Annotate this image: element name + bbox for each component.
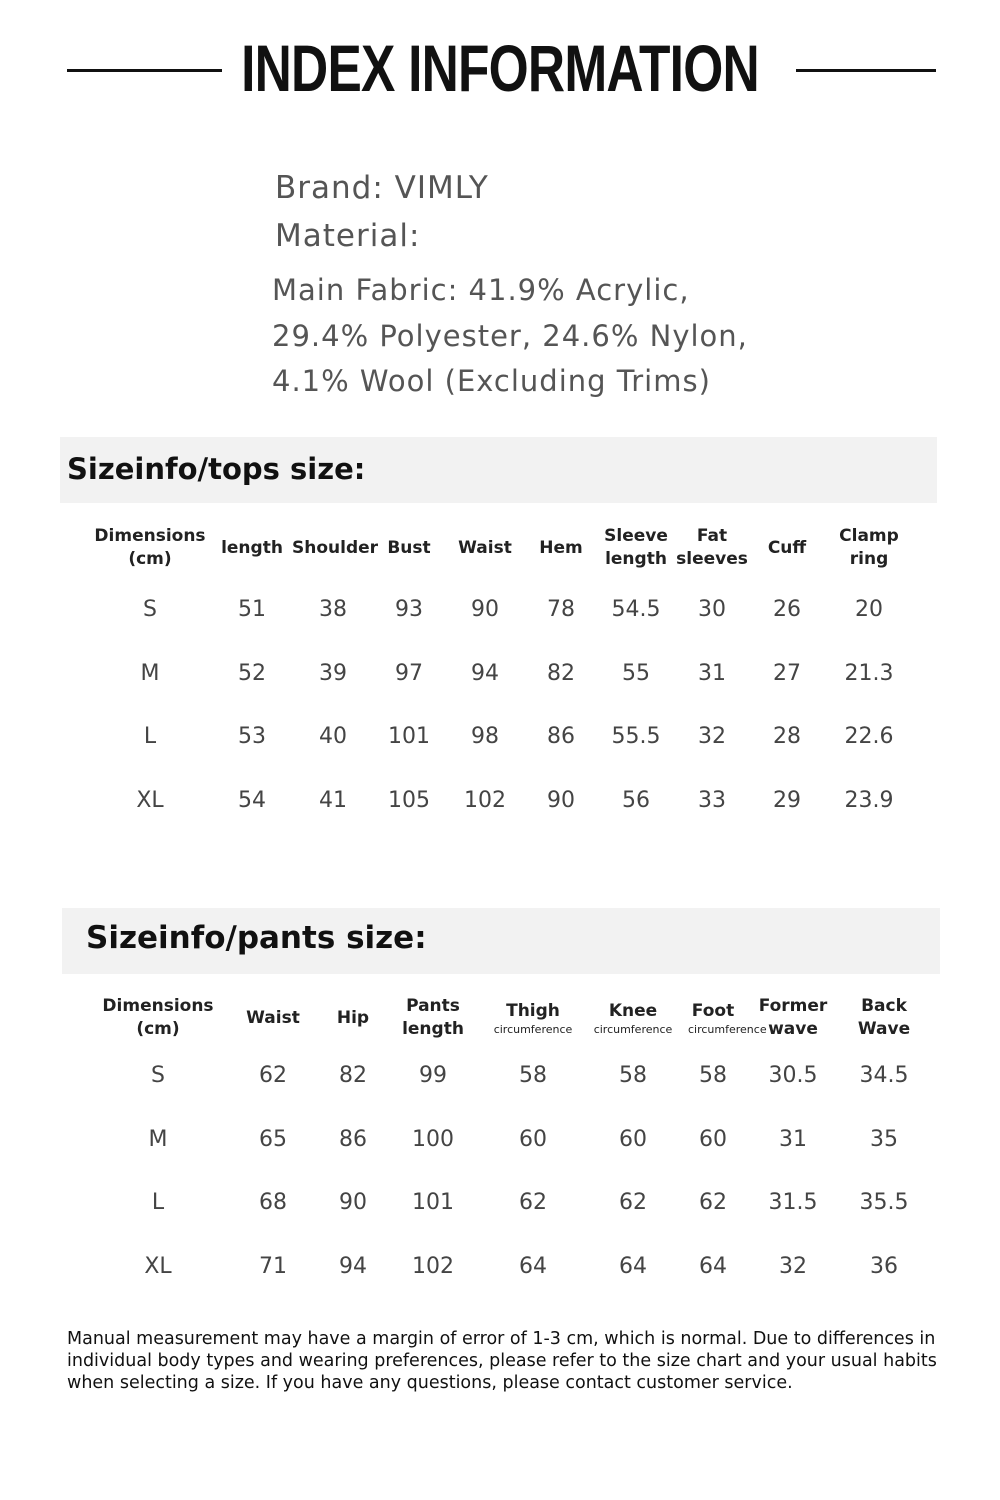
pants-header-line: Waist bbox=[246, 1007, 300, 1028]
tops-header-bust bbox=[374, 518, 444, 578]
table-cell: 78 bbox=[547, 597, 575, 623]
table-cell: 102 bbox=[464, 787, 506, 813]
tops-header-clamp-ring bbox=[826, 518, 912, 578]
table-row bbox=[98, 1108, 920, 1172]
pants-header-line: Pants bbox=[406, 996, 460, 1016]
tops-header-line: length bbox=[605, 549, 667, 569]
table-cell: 62 bbox=[259, 1063, 287, 1089]
table-cell: S bbox=[143, 597, 157, 623]
table-row bbox=[98, 1044, 920, 1108]
table-cell: 90 bbox=[471, 597, 499, 623]
pants-header-pants-length bbox=[378, 992, 488, 1044]
pants-header-line: Foot bbox=[691, 1000, 735, 1021]
table-row bbox=[98, 1235, 920, 1299]
table-cell: 93 bbox=[395, 597, 423, 623]
table-cell: L bbox=[143, 724, 157, 750]
table-cell: 55 bbox=[622, 660, 650, 686]
table-row bbox=[88, 705, 912, 769]
table-cell: M bbox=[148, 1126, 168, 1152]
table-cell: 26 bbox=[773, 597, 801, 623]
table-cell: 82 bbox=[339, 1063, 367, 1089]
table-cell: 94 bbox=[339, 1253, 367, 1279]
table-cell: 32 bbox=[698, 724, 726, 750]
table-cell: 64 bbox=[519, 1253, 547, 1279]
tops-header-line: Sleeve bbox=[604, 526, 668, 546]
table-cell: 101 bbox=[388, 724, 430, 750]
table-cell: 21.3 bbox=[844, 660, 894, 686]
brand-text: Brand: VIMLY bbox=[275, 170, 489, 206]
table-cell: 58 bbox=[519, 1063, 547, 1089]
pants-header-subtext: circumference bbox=[688, 1022, 767, 1036]
tops-section-title: Sizeinfo/tops size: bbox=[67, 452, 366, 486]
pants-size-table bbox=[98, 992, 920, 1298]
pants-header-knee bbox=[578, 992, 688, 1044]
tops-header-fat-sleeves bbox=[676, 518, 748, 578]
tops-header-line: (cm) bbox=[128, 549, 172, 569]
table-cell: 60 bbox=[619, 1126, 647, 1152]
fabric-line-3: 4.1% Wool (Excluding Trims) bbox=[272, 364, 711, 398]
pants-header-subtext: circumference bbox=[493, 1022, 573, 1036]
tops-header-line: Fat bbox=[696, 526, 728, 546]
table-cell: 29 bbox=[773, 787, 801, 813]
table-cell: L bbox=[151, 1190, 165, 1216]
table-cell: 51 bbox=[238, 597, 266, 623]
table-cell: 71 bbox=[259, 1253, 287, 1279]
table-cell: 99 bbox=[419, 1063, 447, 1089]
table-cell: 31 bbox=[698, 660, 726, 686]
pants-header-line: Hip bbox=[336, 1007, 370, 1028]
table-cell: 94 bbox=[471, 660, 499, 686]
pants-header-line: Former bbox=[758, 996, 828, 1016]
pants-header-line: Dimensions bbox=[102, 996, 214, 1016]
tops-header-line: Hem bbox=[539, 537, 583, 558]
pants-header-line: Thigh bbox=[506, 1000, 560, 1021]
table-cell: XL bbox=[136, 787, 164, 813]
pants-header-line: length bbox=[402, 1019, 464, 1039]
pants-header-waist bbox=[218, 992, 328, 1044]
pants-header-foot bbox=[688, 992, 767, 1044]
pants-section-title: Sizeinfo/pants size: bbox=[86, 920, 427, 956]
table-cell: 35 bbox=[870, 1126, 898, 1152]
table-cell: 20 bbox=[855, 597, 883, 623]
fabric-line-1: Main Fabric: 41.9% Acrylic, bbox=[272, 273, 690, 307]
table-cell: 33 bbox=[698, 787, 726, 813]
tops-size-table bbox=[88, 518, 912, 832]
tops-header-line: Clamp bbox=[839, 526, 899, 546]
table-row bbox=[88, 769, 912, 833]
tops-header-shoulder bbox=[292, 518, 379, 578]
table-cell: 34.5 bbox=[859, 1063, 909, 1089]
table-cell: 39 bbox=[319, 660, 347, 686]
pants-header-line: Wave bbox=[857, 1019, 911, 1039]
table-cell: 55.5 bbox=[611, 724, 661, 750]
table-cell: 97 bbox=[395, 660, 423, 686]
tops-header-line: ring bbox=[849, 549, 889, 569]
tops-header-line: Bust bbox=[387, 537, 431, 558]
tops-header-waist bbox=[444, 518, 526, 578]
table-cell: 30 bbox=[698, 597, 726, 623]
fabric-line-2: 29.4% Polyester, 24.6% Nylon, bbox=[272, 319, 748, 353]
table-cell: 36 bbox=[870, 1253, 898, 1279]
table-cell: 58 bbox=[619, 1063, 647, 1089]
pants-header-line: (cm) bbox=[136, 1019, 180, 1039]
table-cell: S bbox=[151, 1063, 165, 1089]
table-cell: 35.5 bbox=[859, 1190, 909, 1216]
table-cell: 31.5 bbox=[768, 1190, 818, 1216]
table-cell: 54.5 bbox=[611, 597, 661, 623]
table-cell: 58 bbox=[699, 1063, 727, 1089]
pants-header-line: Back bbox=[861, 996, 907, 1016]
table-cell: 23.9 bbox=[844, 787, 894, 813]
tops-header-line: Waist bbox=[458, 537, 512, 558]
table-cell: 31 bbox=[779, 1126, 807, 1152]
tops-header-hem bbox=[526, 518, 596, 578]
table-cell: 41 bbox=[319, 787, 347, 813]
table-cell: 56 bbox=[622, 787, 650, 813]
table-cell: 68 bbox=[259, 1190, 287, 1216]
tops-header-dimensions-cm bbox=[88, 518, 212, 578]
table-cell: 62 bbox=[619, 1190, 647, 1216]
table-cell: 30.5 bbox=[768, 1063, 818, 1089]
table-cell: 54 bbox=[238, 787, 266, 813]
table-cell: 102 bbox=[412, 1253, 454, 1279]
tops-header-length bbox=[212, 518, 292, 578]
tops-header-line: length bbox=[221, 537, 283, 558]
table-cell: 22.6 bbox=[844, 724, 894, 750]
table-cell: 38 bbox=[319, 597, 347, 623]
table-cell: 40 bbox=[319, 724, 347, 750]
table-cell: 90 bbox=[339, 1190, 367, 1216]
table-cell: 86 bbox=[547, 724, 575, 750]
measurement-note: Manual measurement may have a margin of error of 1-3 cm, which is normal. Due to differences in individual body types and wearing preferences, please refer to the size chart and your usual habits when selecting a size. If you have any questions, please contact customer service. bbox=[67, 1329, 937, 1393]
pants-header-subtext: circumference bbox=[593, 1022, 673, 1036]
table-cell: 62 bbox=[699, 1190, 727, 1216]
table-cell: 82 bbox=[547, 660, 575, 686]
page-title: INDEX INFORMATION bbox=[241, 31, 759, 105]
pants-header-line: wave bbox=[768, 1019, 818, 1039]
tops-header-line: Dimensions bbox=[94, 526, 206, 546]
table-cell: 52 bbox=[238, 660, 266, 686]
pants-header-hip bbox=[328, 992, 378, 1044]
table-cell: 32 bbox=[779, 1253, 807, 1279]
table-cell: XL bbox=[144, 1253, 172, 1279]
table-cell: 65 bbox=[259, 1126, 287, 1152]
table-cell: 53 bbox=[238, 724, 266, 750]
table-cell: 28 bbox=[773, 724, 801, 750]
pants-header-dimensions-cm bbox=[98, 992, 218, 1044]
pants-header-thigh bbox=[488, 992, 578, 1044]
table-row bbox=[88, 578, 912, 642]
tops-header-line: Cuff bbox=[767, 537, 807, 558]
table-cell: 62 bbox=[519, 1190, 547, 1216]
table-row bbox=[98, 1171, 920, 1235]
table-cell: 64 bbox=[619, 1253, 647, 1279]
pants-header-line: Knee bbox=[608, 1000, 658, 1021]
tops-header-line: sleeves bbox=[676, 549, 748, 569]
table-cell: 90 bbox=[547, 787, 575, 813]
table-cell: 27 bbox=[773, 660, 801, 686]
table-cell: 105 bbox=[388, 787, 430, 813]
table-row bbox=[88, 642, 912, 706]
tops-header-line: Shoulder bbox=[292, 537, 379, 558]
table-cell: M bbox=[140, 660, 160, 686]
table-cell: 100 bbox=[412, 1126, 454, 1152]
tops-header-sleeve-length bbox=[596, 518, 676, 578]
table-cell: 101 bbox=[412, 1190, 454, 1216]
tops-header-cuff bbox=[748, 518, 826, 578]
table-cell: 60 bbox=[699, 1126, 727, 1152]
pants-header-back-wave bbox=[848, 992, 920, 1044]
table-cell: 98 bbox=[471, 724, 499, 750]
material-label: Material: bbox=[275, 218, 421, 254]
pants-header-former-wave bbox=[738, 992, 848, 1044]
table-cell: 60 bbox=[519, 1126, 547, 1152]
table-cell: 64 bbox=[699, 1253, 727, 1279]
table-cell: 86 bbox=[339, 1126, 367, 1152]
